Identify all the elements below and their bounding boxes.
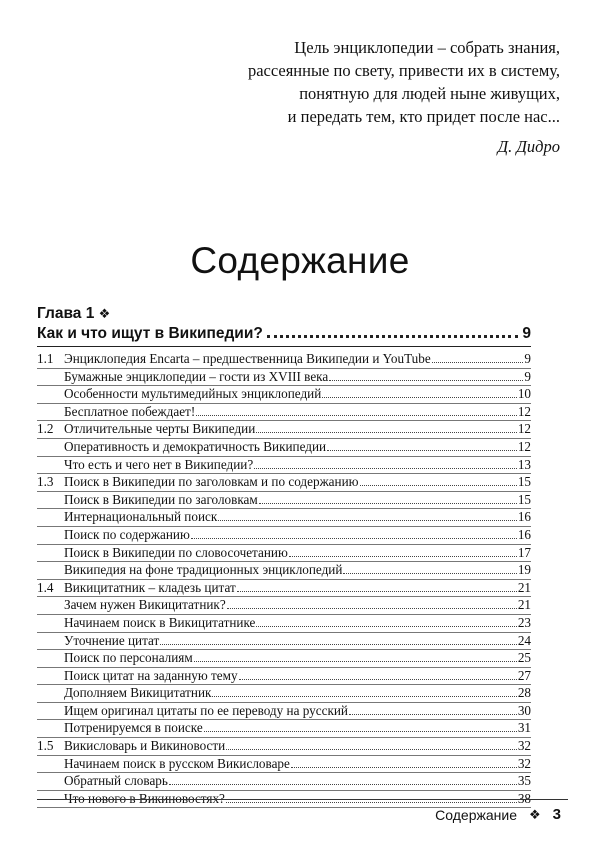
entry-title: Поиск по содержанию [64,526,190,542]
epigraph-author: Д. Дидро [497,137,560,156]
entry-title: Поиск по персоналиям [64,650,193,666]
entry-title: Обратный словарь [64,773,168,789]
dot-leader [267,335,519,338]
dot-leader [218,520,517,521]
dot-leader [432,362,524,363]
entry-title: Википедия на фоне традиционных энциклопедий [64,562,343,578]
section-number: 1.1 [37,351,54,366]
toc-entry[interactable] [37,615,531,633]
toc-entry[interactable] [37,597,531,615]
entry-page: 13 [517,456,531,472]
toc-entry[interactable] [37,580,531,598]
entry-title: Ищем оригинал цитаты по ее переводу на русский [64,702,348,718]
entry-title: Потренируемся в поиске [64,720,203,736]
dot-leader [212,696,516,697]
page-footer [435,806,561,823]
entry-title: Начинаем поиск в русском Викисловаре [64,755,290,771]
entry-title: Уточнение цитат [64,632,160,648]
entry-title: Отличительные черты Википедии [64,421,256,437]
entry-page: 32 [517,738,531,754]
dot-leader [291,767,517,768]
dot-leader [191,538,517,539]
dot-leader [196,415,517,416]
chapter-title-row[interactable] [37,325,531,347]
entry-page: 15 [517,474,531,490]
entry-title: Что есть и чего нет в Википедии? [64,456,254,472]
dot-leader [327,450,517,451]
entry-page: 19 [517,562,531,578]
toc-entry[interactable] [37,650,531,668]
entry-title: Дополняем Викицитатник [64,685,212,701]
toc-entry[interactable] [37,351,531,369]
entry-title: Поиск в Википедии по заголовкам и по содержанию [64,474,359,490]
entry-page: 23 [517,614,531,630]
toc-entry[interactable] [37,492,531,510]
entry-page: 25 [517,650,531,666]
epigraph-line: понятную для людей ныне живущих, [299,84,560,103]
dot-leader [343,573,516,574]
entry-title: Интернациональный поиск [64,509,218,525]
entry-page: 12 [517,438,531,454]
entry-page: 30 [517,702,531,718]
toc-entry[interactable] [37,756,531,774]
entry-title: Бумажные энциклопедии – гости из XVIII века [64,368,329,384]
entry-title: Энциклопедия Encarta – предшественница Википедии и YouTube [64,351,431,366]
epigraph [160,36,560,158]
entry-page: 17 [517,544,531,560]
entry-title: Что нового в Викиновостях? [64,790,225,806]
entry-page: 27 [517,667,531,683]
entry-title: Оперативность и демократичность Википедии [64,438,327,454]
toc-entry[interactable] [37,439,531,457]
entry-title: Викисловарь и Викиновости [64,738,226,754]
toc-entry[interactable] [37,369,531,387]
toc-entry[interactable] [37,685,531,703]
dot-leader [349,714,517,715]
dot-leader [322,397,517,398]
dot-leader [360,485,517,486]
section-number: 1.5 [37,738,54,754]
entry-page: 24 [517,632,531,648]
toc-entry[interactable] [37,457,531,475]
entry-page: 9 [524,351,531,366]
dot-leader [256,626,516,627]
entry-page: 21 [517,597,531,613]
toc-entry[interactable] [37,562,531,580]
chapter-title: Как и что ищут в Википедии? [37,325,263,342]
page-number: 3 [552,806,561,823]
diamond-icon: ❖ [529,806,541,822]
entry-title: Начинаем поиск в Викицитатнике [64,614,256,630]
chapter-number: Глава 1 [37,305,95,322]
chapter-page: 9 [522,325,531,342]
entry-page: 35 [517,773,531,789]
toc-entry[interactable] [37,703,531,721]
entry-page: 16 [517,526,531,542]
dot-leader [329,380,523,381]
entry-page: 10 [517,386,531,402]
epigraph-line: Цель энциклопедии – собрать знания, [294,38,560,57]
chapter-label [37,305,110,323]
entry-title: Викицитатник – кладезь цитат [64,579,236,595]
entry-title: Поиск цитат на заданную тему [64,667,238,683]
toc-entry[interactable] [37,633,531,651]
toc-entry[interactable] [37,668,531,686]
entry-page: 28 [517,685,531,701]
section-number: 1.3 [37,474,54,490]
entry-page: 12 [517,403,531,419]
footer-label: Содержание [435,806,517,823]
toc-entry[interactable] [37,773,531,791]
entry-title: Поиск в Википедии по словосочетанию [64,544,288,560]
toc-entry[interactable] [37,720,531,738]
epigraph-line: рассеянные по свету, привести их в систему, [247,61,560,80]
toc-entry[interactable] [37,738,531,756]
toc-entry[interactable] [37,474,531,492]
entry-title: Зачем нужен Викицитатник? [64,597,226,613]
entry-page: 21 [517,579,531,595]
dot-leader [226,802,517,803]
dot-leader [160,644,517,645]
dot-leader [237,591,517,592]
dot-leader [289,556,517,557]
toc-entry[interactable] [37,527,531,545]
entry-page: 38 [517,790,531,806]
entry-page: 16 [517,509,531,525]
toc-entry[interactable] [37,421,531,439]
entry-page: 15 [517,491,531,507]
page-title: Содержание [190,240,410,281]
dot-leader [226,749,517,750]
toc-entry[interactable] [37,509,531,527]
diamond-icon: ❖ [98,306,111,321]
entry-page: 12 [517,421,531,437]
entry-page: 31 [517,720,531,736]
dot-leader [259,503,517,504]
dot-leader [239,679,517,680]
section-number: 1.2 [37,421,54,437]
entry-page: 9 [524,368,531,384]
toc-entry[interactable] [37,404,531,422]
section-number: 1.4 [37,579,54,595]
entry-page: 32 [517,755,531,771]
entry-title: Поиск в Википедии по заголовкам [64,491,258,507]
dot-leader [194,661,517,662]
dot-leader [256,432,517,433]
dot-leader [227,608,517,609]
dot-leader [169,784,517,785]
dot-leader [204,731,517,732]
entry-title: Бесплатное побеждает! [64,403,196,419]
toc-entry[interactable] [37,386,531,404]
footer-divider [37,799,568,800]
dot-leader [254,468,517,469]
table-of-contents [37,351,531,808]
entry-title: Особенности мультимедийных энциклопедий [64,386,322,402]
epigraph-line: и передать тем, кто придет после нас... [287,107,560,126]
toc-entry[interactable] [37,545,531,563]
